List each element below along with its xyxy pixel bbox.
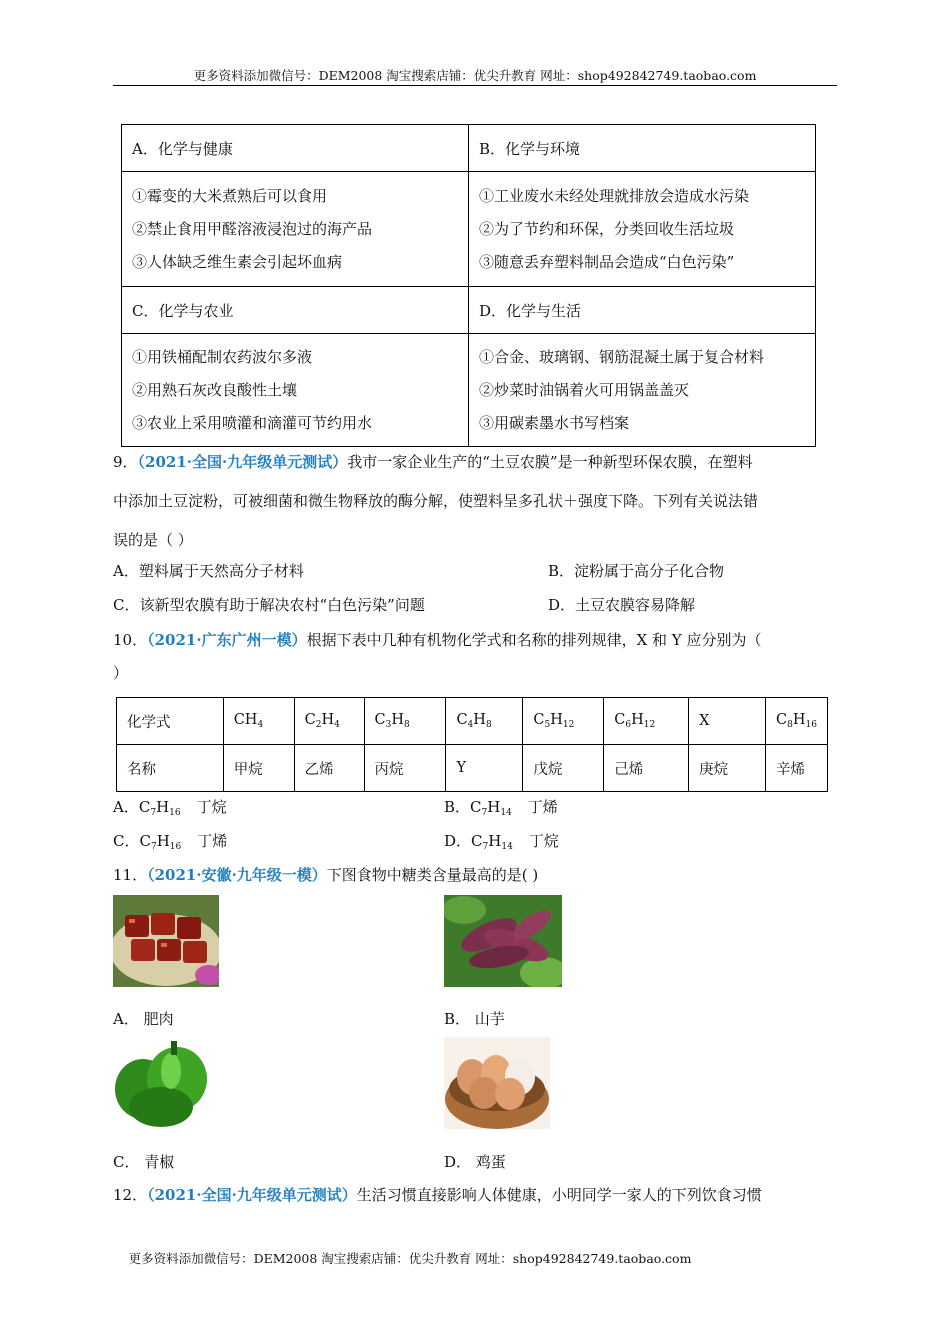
q11-option-d: D． 鸡蛋 <box>444 1153 506 1171</box>
q9-option-a: A．塑料属于天然高分子材料 <box>113 562 304 580</box>
organic-compounds-table <box>116 697 828 792</box>
option-d-items <box>469 334 816 447</box>
formula-cell: $C_2H_4$ <box>294 698 364 745</box>
green-pepper-image <box>113 1037 215 1129</box>
option-d-item: ①合金、玻璃钢、钢筋混凝土属于复合材料 <box>479 347 765 366</box>
q9-number: 9． <box>113 453 138 471</box>
option-b-title: B．化学与环境 <box>469 125 816 172</box>
q9-stem <box>113 446 837 557</box>
q12-text: 生活习惯直接影响人体健康，小明同学一家人的下列饮食习惯 <box>356 1186 762 1204</box>
option-c-item: ①用铁桶配制农药波尔多液 <box>132 347 313 366</box>
name-cell: 乙烯 <box>294 745 364 792</box>
formula-cell: X <box>689 698 766 745</box>
name-cell: 庚烷 <box>689 745 766 792</box>
formula-cell: $C_5H_{12}$ <box>523 698 604 745</box>
q11-stem <box>113 864 538 886</box>
option-d-item: ③用碳素墨水书写档案 <box>479 413 630 432</box>
fatty-meat-image <box>113 895 219 987</box>
option-d-title: D．化学与生活 <box>469 287 816 334</box>
q12-number: 12． <box>113 1186 148 1204</box>
q11-option-c: C． 青椒 <box>113 1153 175 1171</box>
q11-source-tag: （2021·安徽·九年级一模） <box>147 866 327 884</box>
formula-cell: $C_4H_8$ <box>446 698 523 745</box>
option-b-item: ③随意丢弃塑料制品会造成“白色污染” <box>479 252 735 271</box>
name-cell: Y <box>446 745 523 792</box>
q10-option-b: B．$C_7H_{14}$ 丁烯 <box>444 798 558 818</box>
q10-line2: ） <box>113 664 129 682</box>
q12-stem <box>113 1184 837 1206</box>
q9-line2: 中添加土豆淀粉，可被细菌和微生物释放的酶分解，使塑料呈多孔状＋强度下降。下列有关说法错 <box>113 492 759 510</box>
q9-line1: 我市一家企业生产的“土豆农膜”是一种新型环保农膜，在塑料 <box>347 453 753 471</box>
header-divider <box>113 85 837 86</box>
q11-number: 11． <box>113 866 148 884</box>
option-a-items <box>122 172 469 287</box>
option-c-items <box>122 334 469 447</box>
q10-number: 10． <box>113 631 148 649</box>
eggs-image <box>444 1037 550 1129</box>
option-b-item: ①工业废水未经处理就排放会造成水污染 <box>479 186 750 205</box>
q10-stem <box>113 624 837 690</box>
name-cell: 己烯 <box>604 745 689 792</box>
q9-option-c: C．该新型农膜有助于解决农村“白色污染”问题 <box>113 596 425 614</box>
option-c-item: ③农业上采用喷灌和滴灌可节约用水 <box>132 413 373 432</box>
page-header: 更多资料添加微信号：DEM2008 淘宝搜索店铺：优尖升教育 网址：shop492842749.taobao.com <box>193 68 757 83</box>
formula-cell: $C_8H_{16}$ <box>766 698 828 745</box>
name-cell: 辛烯 <box>766 745 828 792</box>
name-cell: 戊烷 <box>523 745 604 792</box>
option-a-item: ①霉变的大米煮熟后可以食用 <box>132 186 328 205</box>
q9-line3: 误的是（ ） <box>113 531 193 549</box>
formula-cell: $C_3H_8$ <box>364 698 446 745</box>
option-b-items <box>469 172 816 287</box>
q10-option-a: A．$C_7H_{16}$ 丁烷 <box>113 798 227 818</box>
option-d-item: ②炒菜时油锅着火可用锅盖盖灭 <box>479 380 690 399</box>
q11-text: 下图食物中糖类含量最高的是( ) <box>326 866 539 884</box>
q8-options-table <box>121 124 816 447</box>
option-c-title: C．化学与农业 <box>122 287 469 334</box>
name-row-label: 名称 <box>117 745 224 792</box>
option-b-item: ②为了节约和环保，分类回收生活垃圾 <box>479 219 735 238</box>
option-a-item: ③人体缺乏维生素会引起坏血病 <box>132 252 343 271</box>
option-a-title: A．化学与健康 <box>122 125 469 172</box>
q10-option-d: D．$C_7H_{14}$ 丁烷 <box>444 832 559 852</box>
option-a-item: ②禁止食用甲醛溶液浸泡过的海产品 <box>132 219 373 238</box>
q11-option-a: A． 肥肉 <box>113 1010 174 1028</box>
q11-option-b: B． 山芋 <box>444 1010 505 1028</box>
formula-cell: $C_6H_{12}$ <box>604 698 689 745</box>
q10-line1: 根据下表中几种有机物化学式和名称的排列规律，X 和 Y 应分别为（ <box>306 631 762 649</box>
q10-source-tag: （2021·广东广州一模） <box>147 631 307 649</box>
q9-option-d: D．土豆农膜容易降解 <box>548 596 696 614</box>
q12-source-tag: （2021·全国·九年级单元测试） <box>147 1186 357 1204</box>
q10-option-c: C．$C_7H_{16}$ 丁烯 <box>113 832 228 852</box>
option-c-item: ②用熟石灰改良酸性土壤 <box>132 380 298 399</box>
q9-source-tag: （2021·全国·九年级单元测试） <box>137 453 348 471</box>
page-footer: 更多资料添加微信号：DEM2008 淘宝搜索店铺：优尖升教育 网址：shop492842749.taobao.com <box>128 1251 692 1266</box>
formula-cell: $CH_4$ <box>223 698 294 745</box>
formula-row-label: 化学式 <box>117 698 224 745</box>
sweet-potato-image <box>444 895 562 987</box>
name-cell: 甲烷 <box>223 745 294 792</box>
q9-option-b: B．淀粉属于高分子化合物 <box>548 562 725 580</box>
name-cell: 丙烷 <box>364 745 446 792</box>
